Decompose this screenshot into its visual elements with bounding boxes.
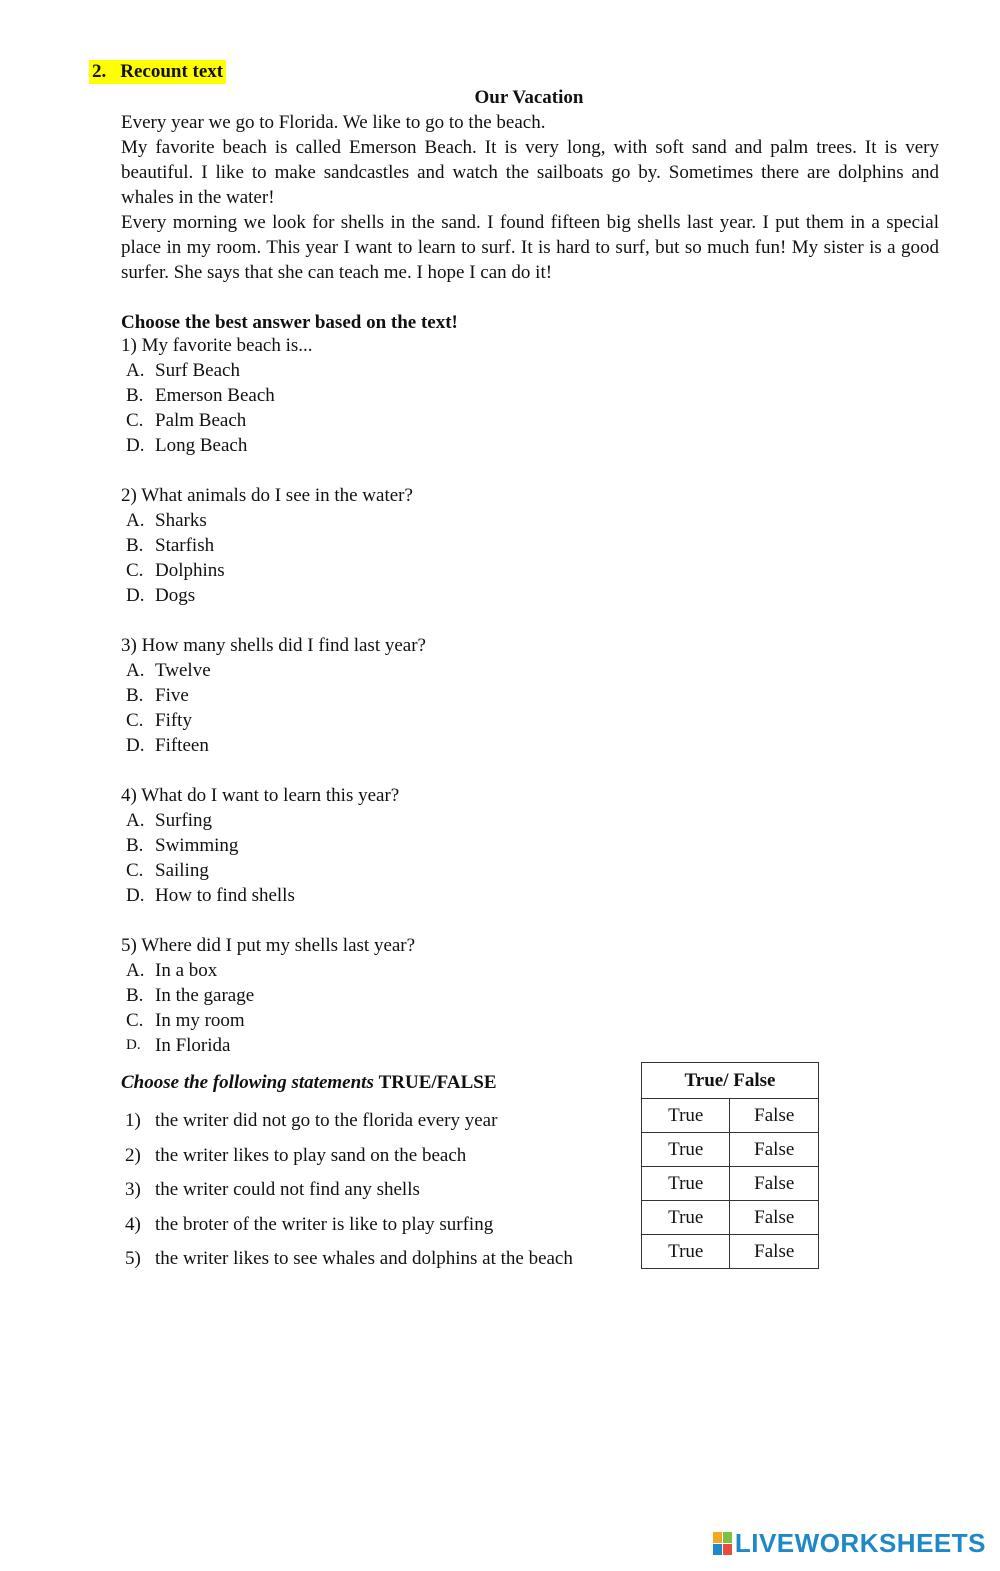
option-a[interactable] xyxy=(121,658,621,683)
question-5 xyxy=(121,933,621,1058)
option-letter: A. xyxy=(126,360,145,381)
option-list xyxy=(121,508,621,608)
option-text: Fifteen xyxy=(155,735,209,756)
option-c[interactable] xyxy=(121,858,621,883)
false-option[interactable]: False xyxy=(730,1167,819,1201)
option-letter: B. xyxy=(126,835,144,856)
option-text: Dolphins xyxy=(155,560,225,581)
statement-number: 5) xyxy=(125,1248,141,1269)
statement-item xyxy=(121,1246,573,1281)
statement-item xyxy=(121,1108,573,1143)
statement-text: the writer likes to see whales and dolphins at the beach xyxy=(155,1248,573,1269)
option-b[interactable] xyxy=(121,983,621,1008)
statement-number: 2) xyxy=(125,1144,141,1166)
story-title: Our Vacation xyxy=(474,87,584,108)
false-option[interactable]: False xyxy=(730,1133,819,1167)
liveworksheets-logo-icon xyxy=(713,1532,732,1555)
statement-text: the writer did not go to the florida every year xyxy=(155,1110,498,1131)
option-d[interactable] xyxy=(121,583,621,608)
logo-block xyxy=(713,1544,722,1555)
option-list xyxy=(121,808,621,908)
option-letter: B. xyxy=(126,535,144,556)
option-letter: D. xyxy=(126,885,145,906)
option-text: Dogs xyxy=(155,585,196,606)
question-text: 2) What animals do I see in the water? xyxy=(121,485,413,506)
quiz-instruction: Choose the best answer based on the text! xyxy=(121,312,458,333)
option-a[interactable] xyxy=(121,358,621,383)
option-d[interactable] xyxy=(121,883,621,908)
option-letter: C. xyxy=(126,860,144,881)
statement-item xyxy=(121,1177,573,1212)
option-letter: C. xyxy=(126,560,144,581)
question-2 xyxy=(121,483,621,608)
statement-number: 4) xyxy=(125,1213,141,1235)
option-letter: B. xyxy=(126,685,144,706)
liveworksheets-logo xyxy=(713,1528,986,1559)
question-1 xyxy=(121,333,621,458)
option-letter: A. xyxy=(126,510,145,531)
option-a[interactable] xyxy=(121,958,621,983)
question-text: 3) How many shells did I find last year? xyxy=(121,635,426,656)
option-letter: D. xyxy=(126,735,145,756)
story-paragraph: My favorite beach is called Emerson Beach. It is very long, with soft sand and palm trees. It is very beautiful. I like to make sandcastles and watch the sailboats go by. Sometimes there are dolphins and whales in the water! xyxy=(121,137,939,208)
option-letter: D. xyxy=(126,1037,141,1053)
option-c[interactable] xyxy=(121,408,621,433)
question-text: 5) Where did I put my shells last year? xyxy=(121,935,416,956)
option-b[interactable] xyxy=(121,683,621,708)
logo-block xyxy=(713,1532,722,1543)
logo-text: LIVEWORKSHEETS xyxy=(734,1528,986,1558)
story-paragraph: Every morning we look for shells in the sand. I found fifteen big shells last year. I put them in a special place in my room. This year I want to learn to surf. It is hard to surf, but so much fun! My sister is a good surfer. She says that she can teach me. I hope I can do it! xyxy=(121,212,939,283)
statement-item xyxy=(121,1143,573,1178)
question-4 xyxy=(121,783,621,908)
logo-block xyxy=(723,1532,732,1543)
option-list xyxy=(121,658,621,758)
option-letter: C. xyxy=(126,410,144,431)
option-text: Emerson Beach xyxy=(155,385,275,406)
option-list xyxy=(121,958,621,1058)
option-a[interactable] xyxy=(121,508,621,533)
option-letter: C. xyxy=(126,710,144,731)
true-false-table xyxy=(641,1062,819,1269)
section-number: 2. xyxy=(92,61,107,82)
false-option[interactable]: False xyxy=(730,1201,819,1235)
table-header: True/ False xyxy=(642,1063,819,1099)
table-row xyxy=(642,1099,819,1133)
option-c[interactable] xyxy=(121,1008,621,1033)
option-text: Palm Beach xyxy=(155,410,247,431)
instruction-caps: TRUE/FALSE xyxy=(378,1072,497,1093)
table-row xyxy=(642,1133,819,1167)
quiz xyxy=(121,333,621,1083)
option-text: Swimming xyxy=(155,835,239,856)
statement-text: the broter of the writer is like to play surfing xyxy=(155,1213,494,1235)
option-text: Starfish xyxy=(155,535,215,556)
option-text: Twelve xyxy=(155,660,211,681)
option-text: In my room xyxy=(155,1010,245,1031)
option-text: Sailing xyxy=(155,860,209,881)
statement-item xyxy=(121,1212,573,1247)
section-heading xyxy=(89,60,226,84)
option-b[interactable] xyxy=(121,383,621,408)
option-b[interactable] xyxy=(121,533,621,558)
option-letter: A. xyxy=(126,960,145,981)
false-option[interactable]: False xyxy=(730,1099,819,1133)
option-text: Sharks xyxy=(155,510,207,531)
option-c[interactable] xyxy=(121,708,621,733)
story-paragraph: Every year we go to Florida. We like to go to the beach. xyxy=(121,112,546,133)
option-letter: C. xyxy=(126,1010,144,1031)
option-d[interactable] xyxy=(121,733,621,758)
table-row xyxy=(642,1235,819,1269)
true-option[interactable]: True xyxy=(642,1099,730,1133)
statement-number: 3) xyxy=(125,1179,141,1200)
option-text: How to find shells xyxy=(155,885,295,906)
option-letter: A. xyxy=(126,810,145,831)
true-option[interactable]: True xyxy=(642,1201,730,1235)
statement-text: the writer likes to play sand on the beach xyxy=(155,1144,467,1166)
table-row xyxy=(642,1201,819,1235)
true-false-instruction xyxy=(121,1070,497,1095)
option-text: Long Beach xyxy=(155,435,248,456)
option-text: Surf Beach xyxy=(155,360,240,381)
option-text: Five xyxy=(155,685,189,706)
true-option[interactable]: True xyxy=(642,1133,730,1167)
true-option[interactable]: True xyxy=(642,1167,730,1201)
statement-list xyxy=(121,1108,573,1281)
option-a[interactable] xyxy=(121,808,621,833)
option-text: In Florida xyxy=(155,1035,231,1056)
option-list xyxy=(121,358,621,458)
option-text: Surfing xyxy=(155,810,212,831)
instruction-italic: Choose the following statements xyxy=(121,1072,374,1093)
question-text: 1) My favorite beach is... xyxy=(121,335,313,356)
option-text: In a box xyxy=(155,960,218,981)
section-title: Recount text xyxy=(120,61,224,82)
true-option[interactable]: True xyxy=(642,1235,730,1269)
option-letter: D. xyxy=(126,585,145,606)
option-letter: B. xyxy=(126,985,144,1006)
statement-text: the writer could not find any shells xyxy=(155,1179,420,1200)
false-option[interactable]: False xyxy=(730,1235,819,1269)
option-letter: B. xyxy=(126,385,144,406)
table-header-row xyxy=(642,1063,819,1099)
option-letter: D. xyxy=(126,435,145,456)
option-b[interactable] xyxy=(121,833,621,858)
story-text xyxy=(121,110,939,285)
option-d[interactable] xyxy=(121,1033,621,1058)
statement-number: 1) xyxy=(125,1110,141,1131)
option-d[interactable] xyxy=(121,433,621,458)
table-row xyxy=(642,1167,819,1201)
question-3 xyxy=(121,633,621,758)
option-c[interactable] xyxy=(121,558,621,583)
option-text: In the garage xyxy=(155,985,255,1006)
option-text: Fifty xyxy=(155,710,192,731)
question-text: 4) What do I want to learn this year? xyxy=(121,785,400,806)
logo-block xyxy=(723,1544,732,1555)
option-letter: A. xyxy=(126,660,145,681)
